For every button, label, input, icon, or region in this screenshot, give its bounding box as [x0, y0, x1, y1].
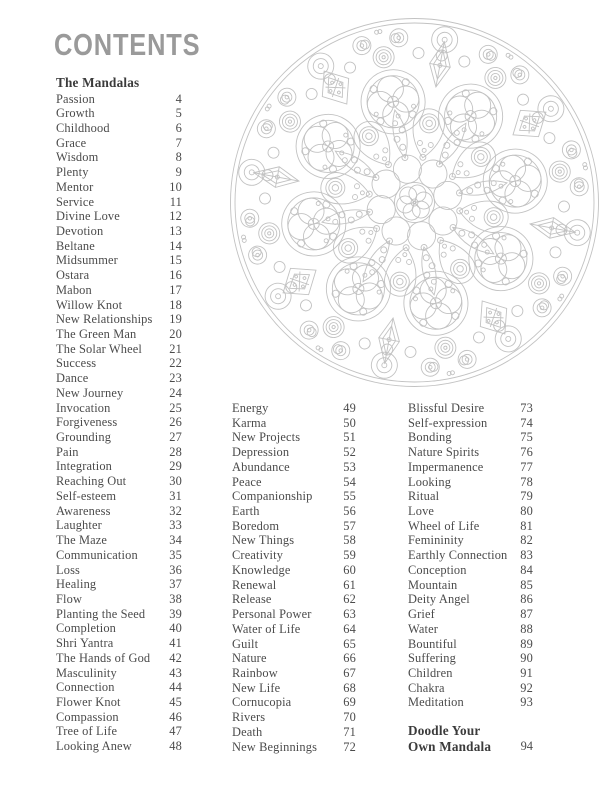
- toc-entry-label: Invocation: [56, 400, 111, 415]
- toc-entry-page: 62: [343, 592, 356, 607]
- toc-entry: [408, 666, 533, 681]
- toc-column-2: [232, 401, 356, 754]
- toc-entry: [56, 474, 182, 489]
- toc-entry-page: 41: [169, 636, 182, 651]
- toc-entry-page: 42: [169, 650, 182, 665]
- toc-entry-label: Dance: [56, 371, 89, 386]
- toc-entry-page: 11: [169, 194, 182, 209]
- toc-entry: [232, 607, 356, 622]
- toc-entry-page: 58: [343, 533, 356, 548]
- toc-entry-page: 64: [343, 621, 356, 636]
- toc-entry-label: Rivers: [232, 710, 266, 725]
- toc-entry-page: 30: [169, 474, 182, 489]
- toc-entry-page: 44: [169, 680, 182, 695]
- toc-entry-page: 75: [520, 430, 533, 445]
- toc-entry: [408, 416, 533, 431]
- toc-entry-page: 77: [520, 459, 533, 474]
- toc-entry: [56, 636, 182, 651]
- toc-entry-label: Water: [408, 621, 439, 636]
- toc-entry-page: 50: [343, 415, 356, 430]
- toc-entry-page: 80: [520, 504, 533, 519]
- toc-entry-label: Rainbow: [232, 665, 278, 680]
- toc-entry: [232, 460, 356, 475]
- toc-entry-page: 4: [175, 91, 182, 106]
- toc-entry-label: New Life: [232, 680, 281, 695]
- toc-entry-label: Midsummer: [56, 253, 118, 268]
- toc-entry-page: 67: [343, 665, 356, 680]
- toc-entry-page: 90: [520, 651, 533, 666]
- toc-entry: [56, 239, 182, 254]
- toc-entry-page: 83: [520, 548, 533, 563]
- toc-entry-label: Meditation: [408, 695, 464, 710]
- toc-entry-label: Looking Anew: [56, 739, 132, 754]
- toc-entry-page: 39: [169, 606, 182, 621]
- toc-entry: [232, 651, 356, 666]
- toc-entry: [56, 356, 182, 371]
- toc-entry: [408, 430, 533, 445]
- toc-entry: [408, 637, 533, 652]
- toc-entry-label: Forgiveness: [56, 415, 118, 430]
- toc-entry: [232, 533, 356, 548]
- toc-entry-label: Shri Yantra: [56, 636, 114, 651]
- toc-entry-page: 54: [343, 474, 356, 489]
- toc-entry: [408, 445, 533, 460]
- toc-entry: [56, 268, 182, 283]
- toc-entry-page: 49: [343, 401, 356, 415]
- toc-entry: [408, 401, 533, 416]
- toc-entry: [232, 681, 356, 696]
- toc-entry: [56, 312, 182, 327]
- toc-entry-label: Children: [408, 665, 453, 680]
- toc-entry-page: 46: [169, 709, 182, 724]
- toc-entry-label: Mentor: [56, 179, 94, 194]
- toc-entry: [56, 150, 182, 165]
- toc-column-1: [56, 74, 182, 754]
- toc-entry: [56, 136, 182, 151]
- toc-entry-label: Completion: [56, 621, 117, 636]
- toc-entry-label: Knowledge: [232, 562, 291, 577]
- toc-entry: [232, 710, 356, 725]
- toc-entry-page: 21: [169, 341, 182, 356]
- toc-entry-page: 76: [520, 445, 533, 460]
- toc-entry-label: Loss: [56, 562, 81, 577]
- toc-entry: [232, 725, 356, 740]
- toc-entry-label: Death: [232, 724, 263, 739]
- toc-entry-label: Nature Spirits: [408, 445, 480, 460]
- toc-entry-label: Success: [56, 356, 97, 371]
- toc-entry: [232, 445, 356, 460]
- toc-entry: [56, 621, 182, 636]
- toc-entry-page: 66: [343, 651, 356, 666]
- toc-entry-label: Guilt: [232, 636, 259, 651]
- toc-entry-label: Self-esteem: [56, 488, 117, 503]
- toc-entry-label: Mabon: [56, 282, 92, 297]
- toc-entry-page: 72: [343, 739, 356, 754]
- toc-entry-label: Ritual: [408, 489, 440, 504]
- toc-entry-label: Energy: [232, 401, 269, 415]
- toc-entry-label: Laughter: [56, 518, 102, 533]
- toc-entry-label: Grief: [408, 607, 435, 622]
- toc-entry-label: Growth: [56, 106, 95, 121]
- toc-entry: [56, 430, 182, 445]
- toc-entry: [408, 563, 533, 578]
- toc-entry: [232, 578, 356, 593]
- toc-entries-1: [56, 92, 182, 754]
- toc-entry-label: Cornucopia: [232, 695, 292, 710]
- toc-entry-page: 26: [169, 415, 182, 430]
- toc-entry-page: 84: [520, 562, 533, 577]
- mandala-line-art-svg: [227, 15, 602, 390]
- toc-entry-page: 63: [343, 607, 356, 622]
- toc-entry-label: Tree of Life: [56, 724, 118, 739]
- toc-entry-label: Impermanence: [408, 459, 484, 474]
- mandala-illustration: [227, 15, 602, 390]
- toc-entry: [232, 475, 356, 490]
- toc-entries-3: [408, 401, 533, 710]
- toc-entries-2: [232, 401, 356, 754]
- toc-entry: [408, 475, 533, 490]
- toc-entry-label: Femininity: [408, 533, 464, 548]
- toc-entry-label: Plenty: [56, 165, 89, 180]
- toc-entry-label: Abundance: [232, 459, 290, 474]
- page-title: CONTENTS: [54, 27, 201, 62]
- toc-entry-page: 85: [520, 577, 533, 592]
- toc-entry: [56, 739, 182, 754]
- toc-entry: [232, 592, 356, 607]
- toc-entry-page: 91: [520, 665, 533, 680]
- footer-heading-line1: Doodle Your: [408, 723, 481, 739]
- footer-heading-line2: Own Mandala: [408, 738, 492, 754]
- toc-entry-page: 33: [169, 518, 182, 533]
- toc-entry: [232, 548, 356, 563]
- toc-entry-label: Wheel of Life: [408, 518, 480, 533]
- toc-entry: [56, 666, 182, 681]
- toc-entry: [56, 415, 182, 430]
- toc-entry: [56, 253, 182, 268]
- toc-entry: [408, 578, 533, 593]
- toc-entry: [56, 283, 182, 298]
- toc-entry: [56, 371, 182, 386]
- toc-entry-label: Flower Knot: [56, 694, 121, 709]
- toc-entry-page: 29: [169, 459, 182, 474]
- toc-entry: [56, 533, 182, 548]
- toc-entry: [56, 224, 182, 239]
- toc-entry-page: 55: [343, 489, 356, 504]
- toc-entry-label: Divine Love: [56, 209, 120, 224]
- toc-entry: [56, 209, 182, 224]
- toc-entry: [408, 533, 533, 548]
- toc-entry: [56, 327, 182, 342]
- toc-entry: [408, 607, 533, 622]
- toc-entry-page: 92: [520, 680, 533, 695]
- toc-entry-label: Pain: [56, 444, 79, 459]
- toc-entry-label: New Beginnings: [232, 739, 318, 754]
- toc-entry-page: 22: [169, 356, 182, 371]
- toc-entry: [56, 577, 182, 592]
- toc-entry-label: Willow Knot: [56, 297, 123, 312]
- toc-entry-label: Water of Life: [232, 621, 301, 636]
- toc-entry-page: 61: [343, 577, 356, 592]
- toc-entry-page: 9: [175, 165, 182, 180]
- toc-entry: [408, 592, 533, 607]
- toc-entry-page: 28: [169, 444, 182, 459]
- toc-entry-label: Chakra: [408, 680, 445, 695]
- toc-entry-page: 59: [343, 548, 356, 563]
- toc-entry: [408, 622, 533, 637]
- toc-entry-page: 32: [169, 503, 182, 518]
- toc-entry-page: 93: [520, 695, 533, 710]
- toc-entry: [56, 459, 182, 474]
- toc-entry-page: 14: [169, 238, 182, 253]
- toc-entry-page: 17: [169, 282, 182, 297]
- toc-entry-label: Earth: [232, 504, 260, 519]
- toc-entry-label: Healing: [56, 577, 97, 592]
- toc-entry-page: 16: [169, 268, 182, 283]
- toc-entry-page: 52: [343, 445, 356, 460]
- toc-entry-label: Bountiful: [408, 636, 457, 651]
- toc-entry: [56, 489, 182, 504]
- toc-entry-page: 56: [343, 504, 356, 519]
- toc-entry-label: Karma: [232, 415, 267, 430]
- doodle-your-own-mandala-entry: [408, 723, 533, 754]
- toc-entry-label: New Projects: [232, 430, 301, 445]
- toc-entry-label: Mountain: [408, 577, 458, 592]
- toc-entry: [408, 681, 533, 696]
- toc-entry-label: Grace: [56, 135, 87, 150]
- toc-entry: [408, 519, 533, 534]
- toc-entry: [56, 121, 182, 136]
- toc-entry-page: 25: [169, 400, 182, 415]
- toc-entry: [56, 165, 182, 180]
- toc-entry: [408, 460, 533, 475]
- toc-entry-page: 36: [169, 562, 182, 577]
- toc-entry-label: The Solar Wheel: [56, 341, 142, 356]
- toc-entry: [232, 740, 356, 755]
- toc-entry-page: 19: [169, 312, 182, 327]
- toc-entry-label: Self-expression: [408, 415, 488, 430]
- toc-entry-label: Boredom: [232, 518, 280, 533]
- toc-entry-page: 79: [520, 489, 533, 504]
- toc-entry-label: New Journey: [56, 385, 124, 400]
- toc-entry-page: 57: [343, 518, 356, 533]
- toc-entry-label: Beltane: [56, 238, 95, 253]
- toc-entry-page: 51: [343, 430, 356, 445]
- toc-entry-label: Bonding: [408, 430, 452, 445]
- toc-entry: [56, 195, 182, 210]
- toc-entry: [232, 666, 356, 681]
- toc-entry-page: 88: [520, 621, 533, 636]
- toc-entry-label: Devotion: [56, 223, 104, 238]
- toc-entry-label: Service: [56, 194, 95, 209]
- toc-entry-page: 48: [169, 739, 182, 754]
- toc-entry-page: 34: [169, 533, 182, 548]
- toc-entry-page: 15: [169, 253, 182, 268]
- toc-entry-page: 47: [169, 724, 182, 739]
- toc-entry-label: Planting the Seed: [56, 606, 146, 621]
- toc-entry-page: 68: [343, 680, 356, 695]
- toc-entry-page: 89: [520, 636, 533, 651]
- toc-entry-page: 27: [169, 430, 182, 445]
- toc-entry-label: Childhood: [56, 120, 110, 135]
- toc-entry: [56, 92, 182, 107]
- toc-entry-label: Release: [232, 592, 272, 607]
- toc-entry: [56, 607, 182, 622]
- toc-entry-page: 82: [520, 533, 533, 548]
- toc-entry: [56, 106, 182, 121]
- toc-entry: [232, 519, 356, 534]
- toc-entry: [232, 416, 356, 431]
- toc-entry-label: Integration: [56, 459, 113, 474]
- toc-entry-label: Suffering: [408, 651, 456, 666]
- section-heading: The Mandalas: [56, 75, 140, 90]
- toc-entry: [232, 401, 356, 416]
- toc-entry-label: Nature: [232, 651, 267, 666]
- toc-entry-page: 7: [175, 135, 182, 150]
- toc-entry: [232, 695, 356, 710]
- toc-entry-label: Renewal: [232, 577, 277, 592]
- toc-entry-label: Communication: [56, 547, 138, 562]
- toc-entry-page: 5: [175, 106, 182, 121]
- toc-entry-label: Love: [408, 504, 435, 519]
- toc-entry: [56, 548, 182, 563]
- toc-entry: [56, 695, 182, 710]
- toc-entry-page: 8: [175, 150, 182, 165]
- toc-entry: [56, 710, 182, 725]
- toc-entry-label: The Maze: [56, 533, 108, 548]
- toc-entry: [56, 401, 182, 416]
- toc-entry-page: 35: [169, 547, 182, 562]
- toc-entry: [408, 651, 533, 666]
- toc-entry-page: 23: [169, 371, 182, 386]
- toc-entry: [232, 489, 356, 504]
- toc-entry: [56, 518, 182, 533]
- toc-entry-page: 94: [520, 738, 533, 753]
- toc-entry-page: 69: [343, 695, 356, 710]
- toc-entry: [56, 445, 182, 460]
- toc-entry-label: Masculinity: [56, 665, 117, 680]
- toc-entry-label: Companionship: [232, 489, 313, 504]
- toc-entry: [56, 724, 182, 739]
- toc-entry-page: 71: [343, 724, 356, 739]
- toc-entry-label: Compassion: [56, 709, 119, 724]
- toc-entry: [56, 298, 182, 313]
- toc-entry: [232, 430, 356, 445]
- toc-entry-page: 70: [343, 710, 356, 725]
- toc-entry-page: 73: [520, 401, 533, 415]
- toc-entry: [232, 637, 356, 652]
- toc-entry: [56, 386, 182, 401]
- toc-entry-label: Blissful Desire: [408, 401, 485, 415]
- toc-entry: [408, 489, 533, 504]
- toc-entry-label: Depression: [232, 445, 290, 460]
- toc-entry-label: Passion: [56, 91, 95, 106]
- toc-entry-page: 24: [169, 385, 182, 400]
- toc-entry-label: Looking: [408, 474, 452, 489]
- toc-entry-page: 60: [343, 562, 356, 577]
- toc-entry-page: 43: [169, 665, 182, 680]
- toc-entry: [56, 680, 182, 695]
- toc-entry-label: Wisdom: [56, 150, 99, 165]
- toc-entry-page: 87: [520, 607, 533, 622]
- toc-entry: [232, 622, 356, 637]
- toc-entry-label: The Hands of God: [56, 650, 151, 665]
- toc-entry-page: 81: [520, 518, 533, 533]
- toc-entry-label: New Things: [232, 533, 295, 548]
- toc-entry-label: Deity Angel: [408, 592, 470, 607]
- toc-entry-label: Creativity: [232, 548, 284, 563]
- toc-entry: [56, 563, 182, 578]
- toc-entry-page: 6: [175, 120, 182, 135]
- toc-entry-label: The Green Man: [56, 327, 137, 341]
- toc-entry: [232, 504, 356, 519]
- toc-entry-page: 31: [169, 488, 182, 503]
- toc-entry-page: 37: [169, 577, 182, 592]
- toc-entry: [56, 651, 182, 666]
- toc-entry-page: 12: [169, 209, 182, 224]
- toc-column-3: [408, 401, 533, 754]
- toc-entry-page: 10: [169, 179, 182, 194]
- toc-entry: [56, 180, 182, 195]
- toc-entry-label: Awareness: [56, 503, 111, 518]
- toc-entry: [56, 342, 182, 357]
- toc-entry-label: Reaching Out: [56, 474, 127, 489]
- toc-entry-label: Personal Power: [232, 607, 312, 622]
- toc-entry-page: 45: [169, 694, 182, 709]
- toc-entry: [56, 592, 182, 607]
- toc-entry-label: Earthly Connection: [408, 548, 508, 563]
- toc-entry-page: 40: [169, 621, 182, 636]
- toc-entry-label: Conception: [408, 562, 467, 577]
- toc-entry-page: 13: [169, 223, 182, 238]
- toc-entry-page: 18: [169, 297, 182, 312]
- toc-entry-label: Ostara: [56, 268, 90, 283]
- toc-entry: [232, 563, 356, 578]
- toc-entry-page: 20: [169, 327, 182, 341]
- toc-entry-label: Peace: [232, 474, 262, 489]
- toc-entry: [408, 504, 533, 519]
- toc-entry-page: 38: [169, 591, 182, 606]
- toc-entry-page: 78: [520, 474, 533, 489]
- toc-entry-page: 86: [520, 592, 533, 607]
- toc-entry-label: New Relationships: [56, 312, 153, 327]
- toc-entry-page: 74: [520, 415, 533, 430]
- toc-entry-label: Flow: [56, 591, 83, 606]
- toc-entry: [56, 504, 182, 519]
- toc-entry-label: Connection: [56, 680, 115, 695]
- toc-entry-page: 65: [343, 636, 356, 651]
- toc-entry-page: 53: [343, 459, 356, 474]
- toc-entry: [408, 695, 533, 710]
- toc-entry: [408, 548, 533, 563]
- toc-entry-label: Grounding: [56, 430, 112, 445]
